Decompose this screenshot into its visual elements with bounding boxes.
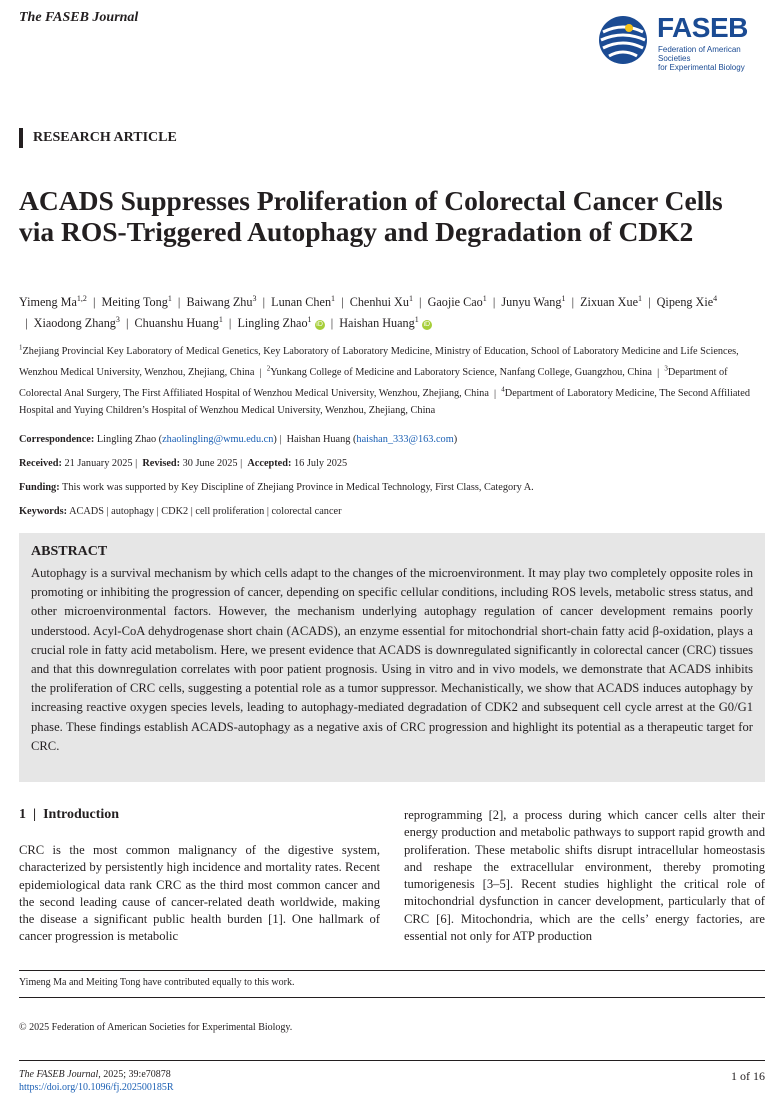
page-number: 1 of 16 [731, 1069, 765, 1083]
author-separator: | [412, 295, 428, 310]
revised-label: Revised: [142, 458, 181, 469]
author-affiliation-sup: 1 [637, 294, 642, 303]
affiliation: $^1$Zhejiang Provincial Key Laboratory of Medical Genetics, Key Laboratory of Laboratory Medicine, Ministry of Education, School of Laboratory Medicine and Life Sciences, Wenzhou Medical University, Wenzhou, Zhejiang, China [19, 344, 739, 379]
equal-contribution-note: Yimeng Ma and Meiting Tong have contributed equally to this work. [19, 977, 295, 988]
affiliation: $^4$Department of Laboratory Medicine, The Second Affiliated Hospital and Yuying Children’s Hospital of Wenzhou Medical University, Wenzhou, Zhejiang, China [19, 385, 751, 416]
correspondence-name-2: Haishan Huang [286, 434, 351, 445]
author-separator: | [641, 295, 657, 310]
email-link-1[interactable]: zhaolingling@wmu.edu.cn [162, 434, 274, 445]
author-separator: | [335, 295, 350, 310]
author-name[interactable]: Chenhui Xu$^1$ [349, 294, 413, 310]
faseb-globe-icon [597, 14, 649, 66]
author-affiliation-sup: 1 [331, 294, 336, 303]
accepted-label: Accepted: [247, 458, 292, 469]
article-title: ACADS Suppresses Proliferation of Colorectal Cancer Cells via ROS-Triggered Autophagy and Degradation of CDK2 [19, 185, 723, 247]
citation [19, 1069, 171, 1080]
funding [19, 481, 764, 495]
keywords-text: ACADS | autophagy | CDK2 | cell proliferation | colorectal cancer [69, 506, 342, 517]
author-separator: | [86, 295, 102, 310]
footnote-divider [19, 970, 765, 971]
logo-text: FASEB [657, 12, 748, 43]
author-separator: | [324, 316, 340, 331]
intro-right-column: reprogramming [2], a process during which cancer cells alter their energy production and metabolic pathways to support rapid growth and proliferation. These metabolic shifts disrupt intracellular homeostasis and reshape the extracellular environment, thereby promoting tumorigenesis [3–5]. Recent studies highlight the critical role of mitochondrial dysfunction in cancer development, particularly that of CRC [6]. Mitochondria, which are the cells’ energy factories, are essential not only for ATP production [404, 808, 765, 944]
author-separator: | [19, 316, 34, 331]
funding-label: Funding: [19, 482, 60, 493]
funding-text: This work was supported by Key Discipline of Zhejiang Province in Medical Technology, First Class, Category A. [62, 482, 534, 493]
logo-subtitle-line1: Federation of American Societies [658, 45, 741, 63]
citation-volume: 2025; 39:e70878 [103, 1069, 171, 1080]
section-number: 1 [19, 807, 26, 822]
author-separator: | [119, 316, 135, 331]
intro-left-column: CRC is the most common malignancy of the digestive system, characterized by persistently high incidence and mortality rates. Recent epidemiological data rank CRC as the third most common cancer and the second leading cause of cancer-related death worldwide, making the disease a significant public health burden [1]. One hallmark of cancer progression is metabolic [19, 843, 380, 944]
author-name[interactable]: Meiting Tong$^1$ [101, 294, 172, 310]
author-name[interactable]: Qipeng Xie$^4$ [656, 294, 718, 310]
author-separator: | [171, 295, 187, 310]
author-affiliation-sup: 1 [482, 294, 487, 303]
author-affiliation-sup: 1 [167, 294, 172, 303]
section-title: Introduction [43, 807, 120, 822]
author-list [19, 290, 764, 332]
author-affiliation-sup: 1 [307, 315, 312, 325]
author-name[interactable]: Xiaodong Zhang$^3$ [33, 315, 120, 331]
received-date: 21 January 2025 [64, 458, 133, 469]
author-affiliation-sup: 1 [408, 294, 413, 303]
affiliation: $^3$Department of Colorectal Anal Surgery, The First Affiliated Hospital of Wenzhou Medical University, Wenzhou, Zhejiang, China [19, 364, 728, 400]
abstract-text: Autophagy is a survival mechanism by which cells adapt to the changes of the microenvironment. It may play two completely opposite roles in promoting or inhibiting the progression of cancer, depending on specific cellular conditions, including ROS levels, metabolic stress status, and other microenvironmental factors. However, the mechanism underlying autophagy regulation of cancer development remains poorly understood. Acyl-CoA dehydrogenase short chain (ACADS), an enzyme essential for mitochondrial short-chain fatty acid β-oxidation, plays a crucial role in fatty acid metabolism. Here, we present evidence that ACADS is downregulated significantly in colorectal cancer (CRC) tissues and that this downregulation correlates with poor patient prognosis. Using in vitro and in vivo models, we demonstrate that ACADS inhibits the proliferation of CRC cells, suggesting a potential role as a tumor suppressor. Mechanistically, we show that ACADS induces autophagy by increasing reactive oxygen species levels, leading to autophagy-mediated degradation of CDK2 and subsequent cell cycle arrest at the G0/G1 phase. These findings establish ACADS-autophagy as a negative axis of CRC progression and highlight its potential as a therapeutic target for CRC. [31, 566, 753, 753]
author-separator: | [256, 295, 272, 310]
author-name[interactable]: Lunan Chen$^1$ [271, 294, 336, 310]
keywords [19, 505, 764, 519]
logo-subtitle-line2: for Experimental Biology [658, 63, 745, 72]
accepted-date: 16 July 2025 [293, 458, 348, 469]
author-name[interactable]: Yimeng Ma$^{1,2}$ [19, 294, 87, 310]
author-affiliation-sup: 1,2 [76, 294, 87, 303]
footer-divider [19, 1060, 765, 1061]
correspondence-name-1: Lingling Zhao [96, 434, 157, 445]
correspondence-label: Correspondence: [19, 434, 95, 445]
article-type-label: RESEARCH ARTICLE [19, 128, 177, 148]
author-separator: | [486, 295, 502, 310]
orcid-icon[interactable]: iD [423, 321, 431, 329]
email-link-2[interactable]: haishan_333@163.com [356, 434, 454, 445]
introduction-heading: 1 | Introduction [19, 807, 120, 822]
faseb-logo[interactable] [597, 12, 767, 72]
correspondence: Correspondence: Lingling Zhao (zhaolingling@wmu.edu.cn) | Haishan Huang (haishan_333@163.com) [19, 434, 458, 445]
author-affiliation-sup: 1 [218, 315, 223, 325]
doi-link[interactable]: https://doi.org/10.1096/fj.202500185R [19, 1082, 174, 1093]
abstract-heading: ABSTRACT [31, 544, 108, 559]
author-affiliation-sup: 1 [561, 294, 566, 303]
author-name[interactable]: Junyu Wang$^1$ [501, 294, 566, 310]
affiliation: $^2$Yunkang College of Medicine and Laboratory Science, Nanfang College, Guangzhou, China [266, 364, 652, 379]
author-name[interactable]: Zixuan Xue$^1$ [580, 294, 642, 310]
author-affiliation-sup: 4 [713, 294, 718, 303]
author-affiliation-sup: 3 [115, 315, 120, 325]
author-name[interactable]: Chuanshu Huang$^1$ [134, 315, 223, 331]
author-name[interactable]: Baiwang Zhu$^3$ [186, 294, 257, 310]
copyright-divider [19, 997, 765, 998]
author-name[interactable]: Lingling Zhao$^1$ [237, 315, 312, 331]
orcid-icon[interactable]: iD [316, 321, 323, 329]
received-label: Received: [19, 458, 62, 469]
journal-name: The FASEB Journal [19, 10, 139, 25]
citation-journal: The FASEB Journal, [19, 1069, 101, 1080]
article-dates: Received: 21 January 2025 | Revised: 30 June 2025 | Accepted: 16 July 2025 [19, 458, 348, 469]
author-name[interactable]: Haishan Huang$^1$ [339, 315, 419, 331]
revised-date: 30 June 2025 [182, 458, 238, 469]
author-affiliation-sup: 1 [414, 315, 419, 325]
author-name[interactable]: Gaojie Cao$^1$ [427, 294, 487, 310]
copyright-note: © 2025 Federation of American Societies for Experimental Biology. [19, 1022, 293, 1033]
author-affiliation-sup: 3 [252, 294, 257, 303]
logo-subtitle [658, 45, 767, 72]
author-separator: | [565, 295, 581, 310]
keywords-label: Keywords: [19, 506, 68, 517]
affiliations: $^1$Zhejiang Provincial Key Laboratory of Medical Genetics, Key Laboratory of Laboratory Medicine, Ministry of Education, School of Laboratory Medicine and Life Sciences, Wenzhou Medical University, Wenzhou, Zhejiang, China | $^2$Yunkang College of Medicine and Laboratory Science, Nanfang College, Guangzhou, China | $^3$Department of Colorectal Anal Surgery, The First Affiliated Hospital of Wenzhou Medical University, Wenzhou, Zhejiang, China | $^4$Department of Laboratory Medicine, The Second Affiliated Hospital and Yuying Children’s Hospital of Wenzhou Medical University, Wenzhou, Zhejiang, China [19, 344, 751, 416]
author-separator: | [222, 316, 238, 331]
